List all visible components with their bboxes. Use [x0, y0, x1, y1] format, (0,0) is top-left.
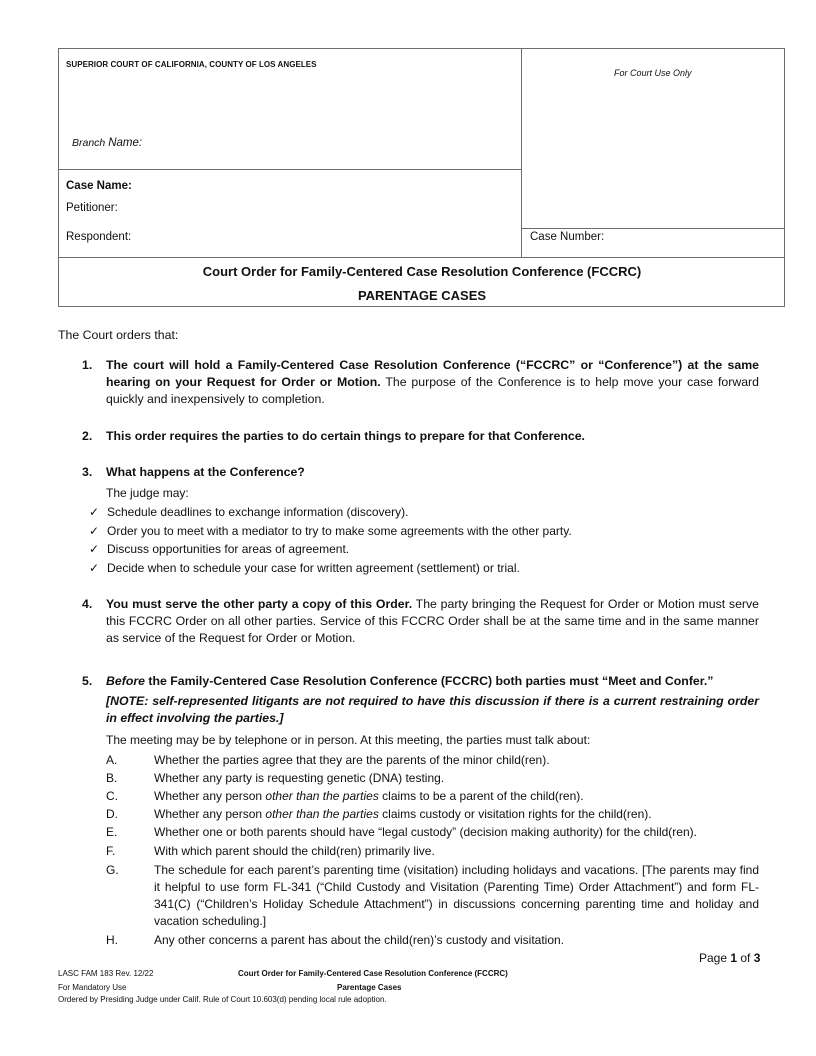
- item-text: The purpose of the Conference is to help move your case forward quickly and inexpensively to completion.: [106, 375, 759, 407]
- item-number: 2.: [82, 429, 93, 443]
- case-number-field[interactable]: Case Number:: [530, 231, 605, 243]
- footer-title: Court Order for Family-Centered Case Resolution Conference (FCCRC): [238, 969, 508, 978]
- judge-may-lead: The judge may:: [106, 486, 189, 500]
- footer-form-id: LASC FAM 183 Rev. 12/22: [58, 969, 154, 978]
- court-name: SUPERIOR COURT OF CALIFORNIA, COUNTY OF LOS ANGELES: [66, 60, 317, 69]
- item-bold-text: the Family-Centered Case Resolution Conference (FCCRC) both parties must “Meet and Confer.”: [144, 674, 714, 688]
- page-number: Page 1 of 3: [699, 951, 761, 965]
- caption-divider-title: [59, 257, 785, 258]
- footer-ordered-by: Ordered by Presiding Judge under Calif. Rule of Court 10.603(d) pending local rule adoption.: [58, 995, 387, 1004]
- item-bold-text: You must serve the other party a copy of this Order.: [106, 597, 413, 611]
- branch-name-field[interactable]: [72, 137, 142, 149]
- item-text: The party bringing the Request for Order or Motion must serve this FCCRC Order on all other parties. Service of this FCCRC Order shall be at the same time and in the same manner as service of the Request for Order or Motion.: [106, 597, 759, 646]
- topic-item-f: F. With which parent should the child(ren) primarily live.: [106, 844, 435, 858]
- item-number: 1.: [82, 358, 93, 372]
- document-title: Court Order for Family-Centered Case Resolution Conference (FCCRC): [202, 264, 642, 279]
- item-italic-bold-text: Before: [106, 674, 145, 688]
- topic-item-e: E. Whether one or both parents should have “legal custody” (decision making authority) for the child(ren).: [106, 825, 697, 839]
- checkmark-icon: ✓: [89, 561, 100, 575]
- branch-name-label: Name:: [108, 137, 143, 149]
- topic-item-h: H. Any other concerns a parent has about the child(ren)’s custody and visitation.: [106, 933, 565, 947]
- topic-item-c: C. Whether any person other than the parties claims to be a parent of the child(ren).: [106, 789, 584, 803]
- topic-item-b: B. Whether any party is requesting genetic (DNA) testing.: [106, 771, 445, 785]
- item-bold-text: This order requires the parties to do certain things to prepare for that Conference.: [106, 429, 585, 443]
- document-subtitle: PARENTAGE CASES: [357, 288, 487, 303]
- court-use-only-label: For Court Use Only: [614, 68, 692, 78]
- caption-vertical-divider: [521, 49, 522, 257]
- order-item-1: [82, 357, 759, 409]
- court-order-page: SUPERIOR COURT OF CALIFORNIA, COUNTY OF LOS ANGELES Branch Name: For Court Use Only Case Name: Petitioner: Respondent: Case Number: Court Order for Family-Centered Case Resolution Conference (FCCRC) PARENTAGE CASES The Court orders that: 1. The court will hold a Family-Centered Case Resolution Conference (“FCCRC” or “Conference”) at the same hearing on your Request for Order or Motion. The purpose of the Conference is to help move your case forward quickly and inexpensively to completion. 2. This order requires the parties to do certain things to prepare for that Conference. 3. What happens at the Conference? The judge may: ✓ Schedule deadlines to exchange information (discovery). ✓ Order you to meet with a mediator to try to make some agreements with the other party. ✓ Discuss opportunities for areas of agreement. ✓ Decide when to schedule your case for written agreement (settlement) or trial. 4. You must serve the other party a copy of this Order. The party bringing the Request for Order or Motion must serve this FCCRC Order on all other parties. Service of this FCCRC Order shall be at the same time and in the same manner as service of the Request for Order or Motion. 5. Before the Family-Centered Case Resolution Conference (FCCRC) both parties must “Meet and Confer.” [NOTE: self-represented litigants are not required to have this discussion if there is a current restraining order in effect involving the parties.] The meeting may be by telephone or in person. At this meeting, the parties must talk about: A. Whether the parties agree that they are the parents of the minor child(ren). B. Whether any party is requesting genetic (DNA) testing. C. Whether any person other than the parties claims to be a parent of the child(ren). D. Whether any person other than the parties claims custody or visitation rights for the child(ren). E. Whether one or both parents should have “legal custody” (decision making authority) for the child(ren). F. With which parent should the child(ren) primarily live. G. The schedule for each parent’s parenting time (visitation) including holidays and vacations. [The parents may find it helpful to use form FL-341 (“Child Custody and Visitation (Parenting Time) Order Attachment”) and form FL-341(C) (“Children’s Holiday Schedule Attachment”) in discussions concerning parenting time and holiday and vacation scheduling.] H. Any other concerns a parent has about the child(ren)’s custody and visitation. Page 1 of 3 LASC FAM 183 Rev. 12/22 For Mandatory Use Ordered by Presiding Judge under Calif. Rule of Court 10.603(d) pending local rule adoption. Court Order for Family-Centered Case Resolution Conference (FCCRC) Parentage Cases: [0, 0, 816, 1056]
- case-name-label: Case Name:: [66, 180, 132, 192]
- intro-text: The Court orders that:: [58, 328, 179, 342]
- branch-label: Branch: [72, 137, 109, 149]
- order-item-2: [82, 428, 759, 445]
- caption-divider-left: [59, 169, 522, 170]
- petitioner-field[interactable]: Petitioner:: [66, 202, 118, 214]
- item-number: 3.: [82, 465, 93, 479]
- item-bold-text: The court will hold a Family-Centered Case Resolution Conference (“FCCRC” or “Conference”) at the same hearing on your Request for Order or Motion.: [106, 358, 759, 390]
- order-item-4: [82, 596, 759, 648]
- item-number: 4.: [82, 597, 93, 611]
- item-number: 5.: [82, 674, 93, 688]
- caption-box: [58, 48, 785, 307]
- respondent-field[interactable]: Respondent:: [66, 231, 132, 243]
- meeting-lead: The meeting may be by telephone or in person. At this meeting, the parties must talk about:: [106, 733, 591, 747]
- checkmark-icon: ✓: [89, 524, 100, 538]
- order-item-5: [82, 673, 759, 690]
- order-item-3: [82, 464, 759, 481]
- item-bold-text: What happens at the Conference?: [106, 465, 305, 479]
- footer-mandatory: For Mandatory Use: [58, 983, 127, 992]
- order-item-5-note: [82, 693, 759, 727]
- footer-subtitle: Parentage Cases: [337, 983, 402, 992]
- checkmark-icon: ✓: [89, 505, 100, 519]
- topic-item-g: G. The schedule for each parent’s parenting time (visitation) including holidays and vacations. [The parents may find it helpful to use form FL-341 (“Child Custody and Visitation (Parenting Time) Order Attachment”) and form FL-341(C) (“Children’s Holiday Schedule Attachment”) in discussions concerning parenting time and holiday and vacation scheduling.]: [106, 863, 759, 928]
- checkmark-icon: ✓: [89, 542, 100, 556]
- topic-item-d: D. Whether any person other than the parties claims custody or visitation rights for the child(ren).: [106, 807, 652, 821]
- topic-item-a: A. Whether the parties agree that they are the parents of the minor child(ren).: [106, 753, 550, 767]
- caption-divider-right: [521, 228, 785, 229]
- restraining-order-note: [NOTE: self-represented litigants are not required to have this discussion if there is a current restraining order in effect involving the parties.]: [106, 694, 759, 726]
